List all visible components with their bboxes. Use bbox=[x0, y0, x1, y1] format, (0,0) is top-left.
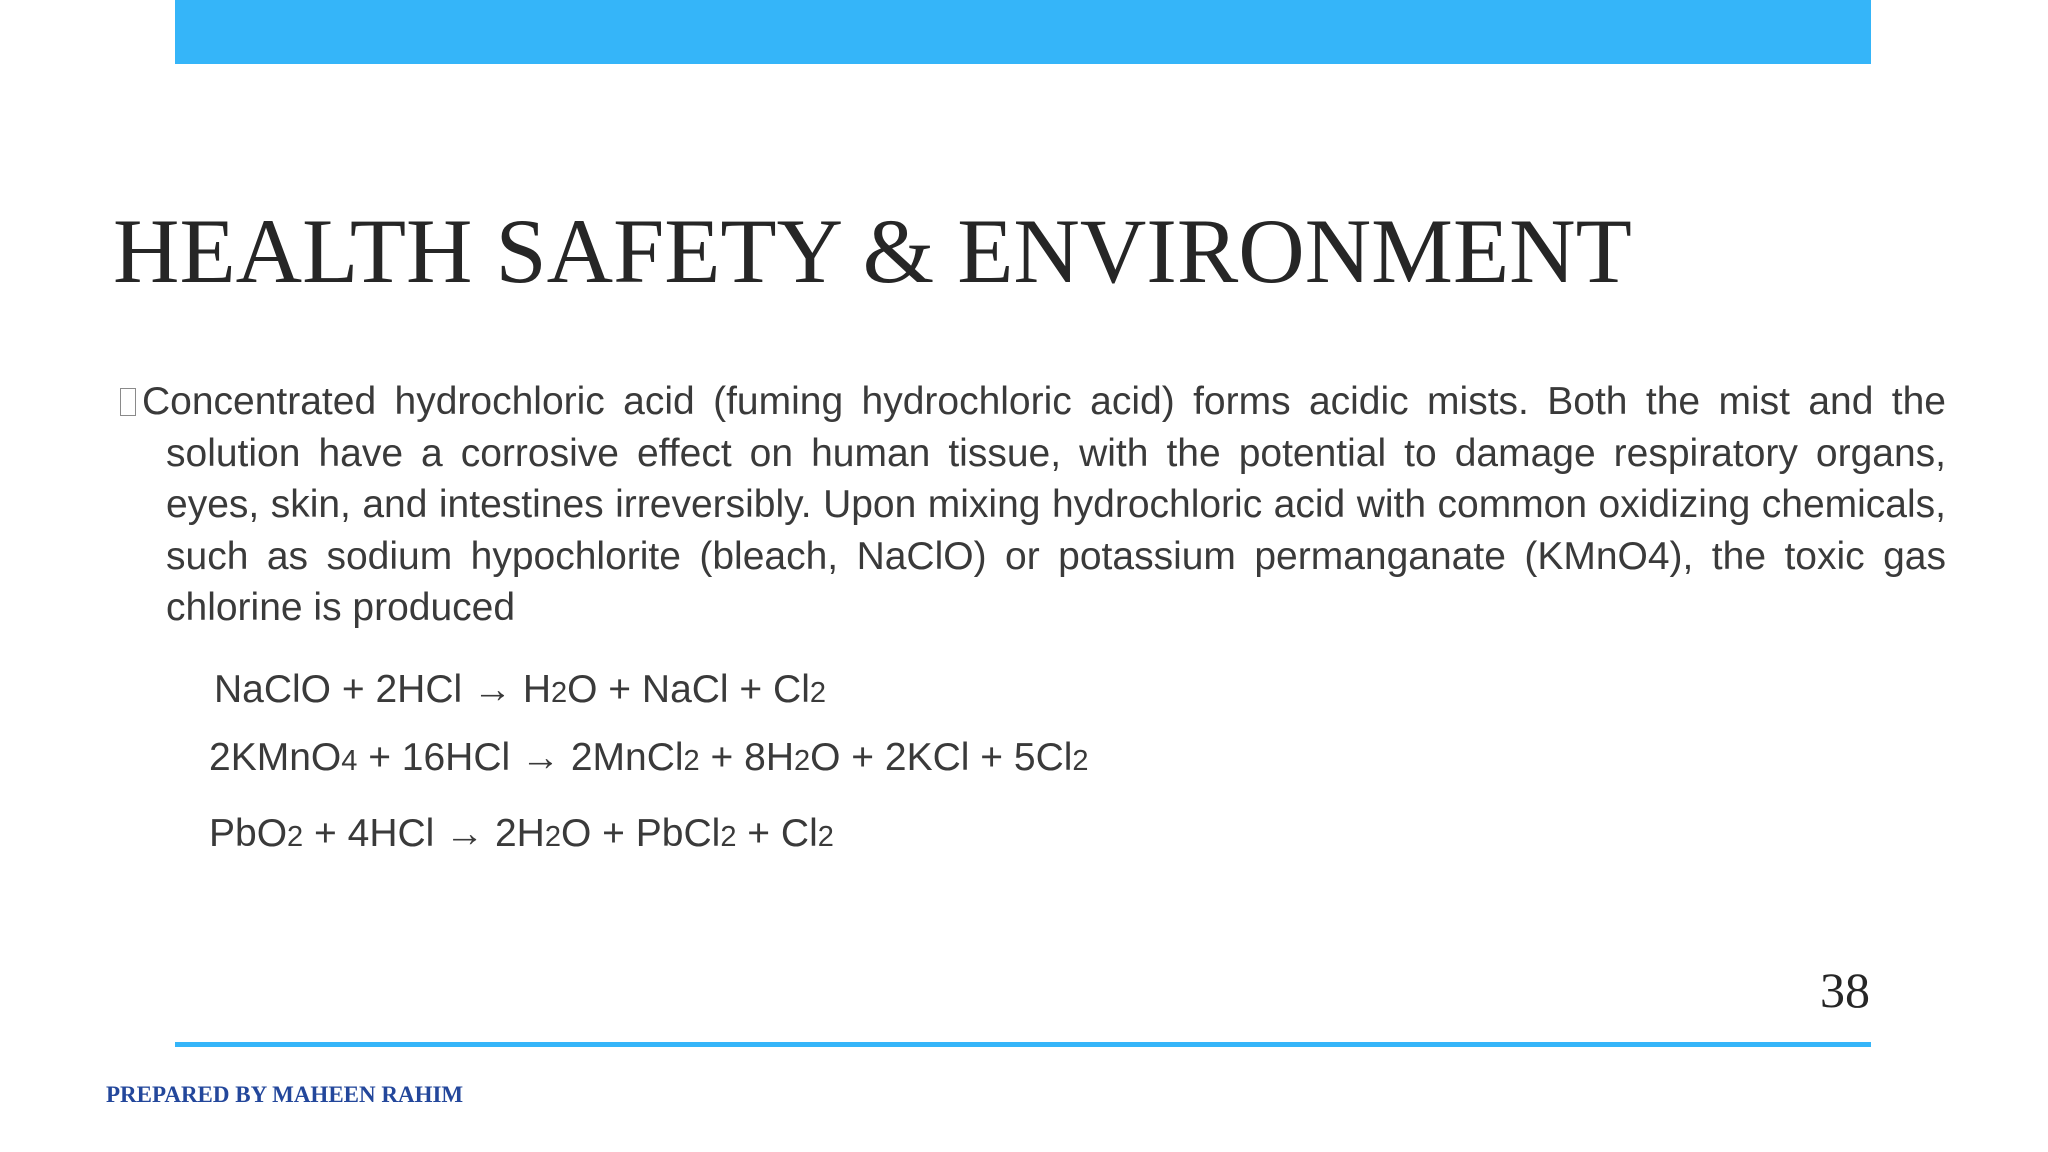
equation-text: NaClO + 2HCl → H bbox=[214, 668, 551, 711]
equation-text: O + NaCl + Cl bbox=[567, 668, 810, 711]
equation-subscript: 2 bbox=[550, 677, 568, 709]
page-number: 38 bbox=[1820, 962, 1870, 1018]
equation-text: PbO bbox=[209, 812, 288, 855]
equation-text: + 4HCl → 2H bbox=[303, 812, 545, 855]
square-bullet-icon bbox=[120, 388, 136, 416]
equation-3 bbox=[209, 810, 834, 861]
equation-subscript: 2 bbox=[544, 821, 561, 853]
footer-credit: PREPARED BY MAHEEN RAHIM bbox=[106, 1082, 464, 1107]
bottom-divider bbox=[175, 1042, 1871, 1047]
equation-subscript: 2 bbox=[809, 677, 827, 709]
equation-text: + 16HCl → 2MnCl bbox=[357, 736, 684, 779]
equation-text: O + 2KCl + 5Cl bbox=[810, 736, 1073, 779]
equation-1 bbox=[214, 666, 826, 717]
bullet-paragraph bbox=[116, 376, 1946, 634]
slide-title: HEALTH SAFETY & ENVIRONMENT bbox=[113, 200, 1632, 302]
equation-text: + 8H bbox=[699, 736, 794, 779]
bullet-text: Concentrated hydrochloric acid (fuming hydrochloric acid) forms acidic mists. Both the mist and the solution have a corrosive effect on human tissue, with the potential to damage respiratory organs, eyes, skin, and intestines irreversibly. Upon mixing hydrochloric acid with common oxidizing chemicals, such as sodium hypochlorite (bleach, NaClO) or potassium permanganate (KMnO4), the toxic gas chlorine is produced bbox=[142, 380, 1946, 629]
top-accent-bar bbox=[175, 0, 1871, 64]
equation-subscript: 4 bbox=[341, 745, 358, 777]
equation-subscript: 2 bbox=[287, 821, 304, 853]
equation-subscript: 2 bbox=[720, 821, 737, 853]
equation-2 bbox=[209, 734, 1089, 785]
equation-text: 2KMnO bbox=[209, 736, 342, 779]
equation-text: O + PbCl bbox=[560, 812, 721, 855]
bullet-list bbox=[116, 376, 1946, 634]
equation-subscript: 2 bbox=[683, 745, 700, 777]
equation-subscript: 2 bbox=[794, 745, 811, 777]
equation-subscript: 2 bbox=[1072, 745, 1089, 777]
equation-text: + Cl bbox=[736, 812, 818, 855]
equation-subscript: 2 bbox=[817, 821, 834, 853]
